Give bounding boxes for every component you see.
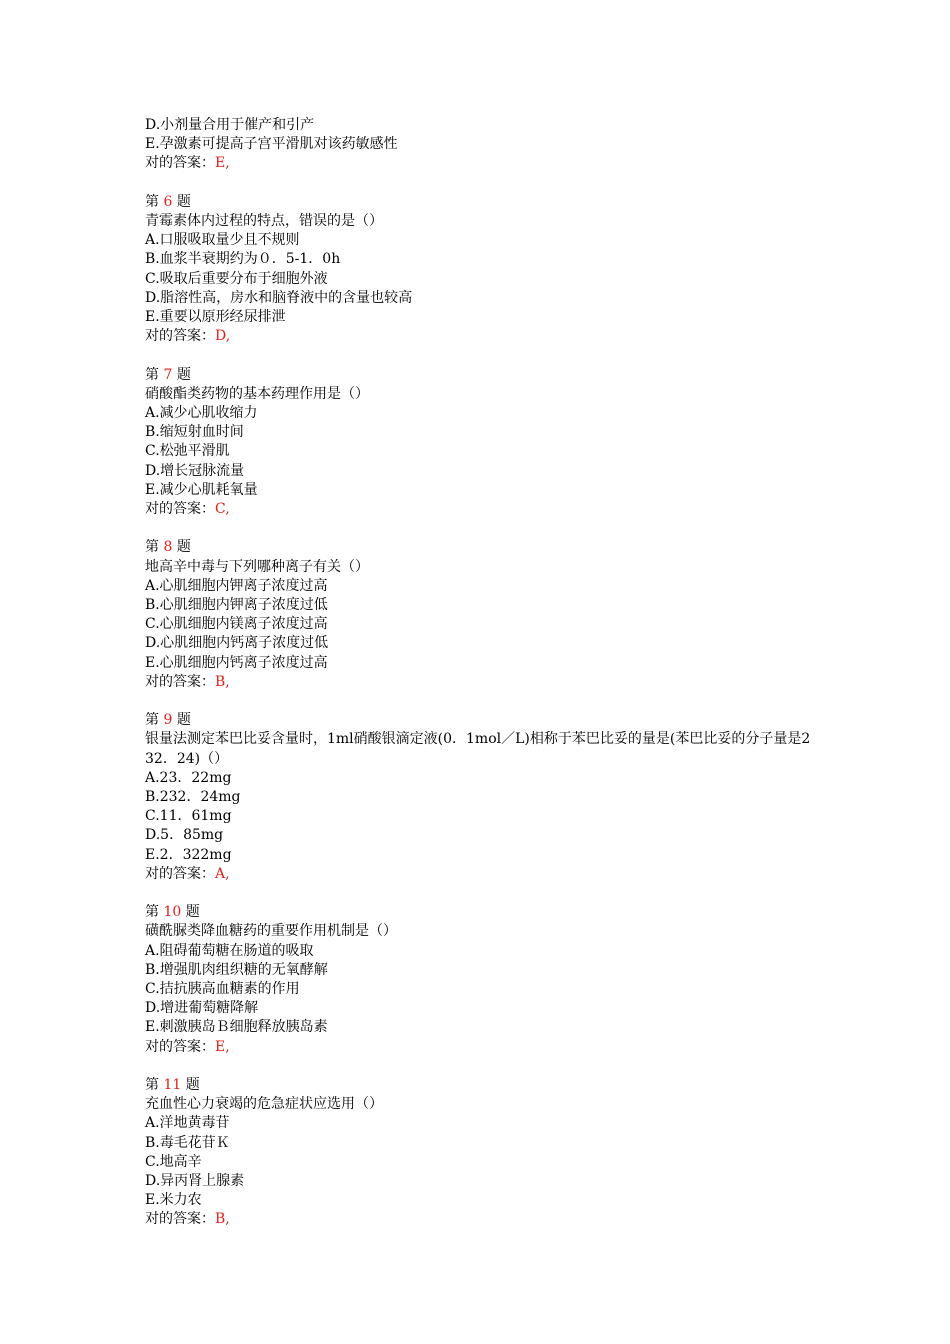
question-number: 第 10 题 [145, 904, 200, 921]
question-number: 第 8 题 [145, 539, 191, 556]
answer-line [145, 1210, 815, 1229]
option: A.减少心肌收缩力 [145, 405, 258, 422]
answer-label: 对的答案： [145, 501, 215, 518]
option: C.松弛平滑肌 [145, 443, 230, 460]
answer-line [145, 673, 815, 692]
answer-line [145, 154, 815, 173]
option: E.孕激素可提高子宫平滑肌对该药敏感性 [145, 136, 398, 153]
question-stem: 地高辛中毒与下列哪种离子有关（） [145, 558, 369, 575]
option: C.拮抗胰高血糖素的作用 [145, 981, 300, 998]
option: D.心肌细胞内钙离子浓度过低 [145, 635, 329, 652]
option: B.毒毛花苷Ｋ [145, 1134, 230, 1151]
answer-label: 对的答案： [145, 673, 215, 690]
question-number: 第 11 题 [145, 1077, 200, 1094]
answer-value: C, [215, 501, 230, 518]
question-8 [145, 538, 815, 692]
question-number-value: 6 [163, 193, 173, 210]
question-11 [145, 1076, 815, 1230]
option: D.5．85mg [145, 827, 224, 844]
option: C.吸取后重要分布于细胞外液 [145, 270, 328, 287]
answer-value: E, [215, 1038, 230, 1055]
option: D.脂溶性高，房水和脑脊液中的含量也较高 [145, 289, 413, 306]
answer-value: B, [215, 1211, 230, 1228]
option: B.增强肌肉组织糖的无氧酵解 [145, 961, 328, 978]
question-number-value: 7 [163, 366, 173, 383]
option: C.心肌细胞内镁离子浓度过高 [145, 616, 328, 633]
option: E.2．322mg [145, 846, 232, 863]
option: E.米力农 [145, 1192, 202, 1209]
answer-line [145, 1038, 815, 1057]
option: B.血浆半衰期约为０．5-1．0h [145, 251, 341, 268]
question-10 [145, 903, 815, 1057]
answer-value: A, [215, 865, 230, 882]
option: B.心肌细胞内钾离子浓度过低 [145, 597, 328, 614]
option: A.口服吸取量少且不规则 [145, 232, 300, 249]
document-page [145, 116, 815, 1230]
answer-value: E, [215, 155, 230, 172]
question-stem: 硝酸酯类药物的基本药理作用是（） [145, 385, 369, 402]
question-number-value: 10 [163, 904, 182, 921]
answer-label: 对的答案： [145, 328, 215, 345]
option: C.11．61mg [145, 808, 232, 825]
question-number-value: 9 [163, 712, 173, 729]
option: A.洋地黄毒苷 [145, 1115, 230, 1132]
question-number: 第 7 题 [145, 366, 191, 383]
option: E.刺激胰岛Ｂ细胞释放胰岛素 [145, 1019, 328, 1036]
answer-label: 对的答案： [145, 865, 215, 882]
question-9 [145, 711, 815, 884]
answer-line [145, 865, 815, 884]
option: A.23．22mg [145, 769, 232, 786]
option: B.232．24mg [145, 789, 241, 806]
option: E.重要以原形经尿排泄 [145, 309, 286, 326]
option: D.增长冠脉流量 [145, 462, 245, 479]
question-stem: 银量法测定苯巴比妥含量时，1ml硝酸银滴定液(0．1mol／L)相称于苯巴比妥的量是(苯巴比妥的分子量是232．24)（） [145, 731, 811, 767]
answer-label: 对的答案： [145, 155, 215, 172]
option: C.地高辛 [145, 1153, 202, 1170]
answer-value: D, [215, 328, 231, 345]
question-continuation [145, 116, 815, 174]
option: B.缩短射血时间 [145, 424, 244, 441]
question-stem: 青霉素体内过程的特点，错误的是（） [145, 213, 383, 229]
answer-line [145, 327, 815, 346]
answer-label: 对的答案： [145, 1211, 215, 1228]
answer-label: 对的答案： [145, 1038, 215, 1055]
option: D.小剂量合用于催产和引产 [145, 117, 315, 133]
option: E.减少心肌耗氧量 [145, 481, 258, 498]
option: E.心肌细胞内钙离子浓度过高 [145, 654, 328, 671]
question-stem: 磺酰脲类降血糖药的重要作用机制是（） [145, 923, 397, 940]
question-7 [145, 366, 815, 520]
answer-value: B, [215, 673, 230, 690]
option: A.心肌细胞内钾离子浓度过高 [145, 577, 328, 594]
answer-line [145, 500, 815, 519]
option: D.异丙肾上腺素 [145, 1173, 245, 1190]
option: D.增进葡萄糖降解 [145, 1000, 259, 1017]
question-number-value: 8 [163, 539, 173, 556]
question-number: 第 6 题 [145, 193, 191, 210]
question-stem: 充血性心力衰竭的危急症状应选用（） [145, 1096, 383, 1113]
option: A.阻碍葡萄糖在肠道的吸取 [145, 942, 314, 959]
question-number: 第 9 题 [145, 712, 191, 729]
question-6 [145, 193, 815, 347]
question-number-value: 11 [163, 1077, 182, 1094]
